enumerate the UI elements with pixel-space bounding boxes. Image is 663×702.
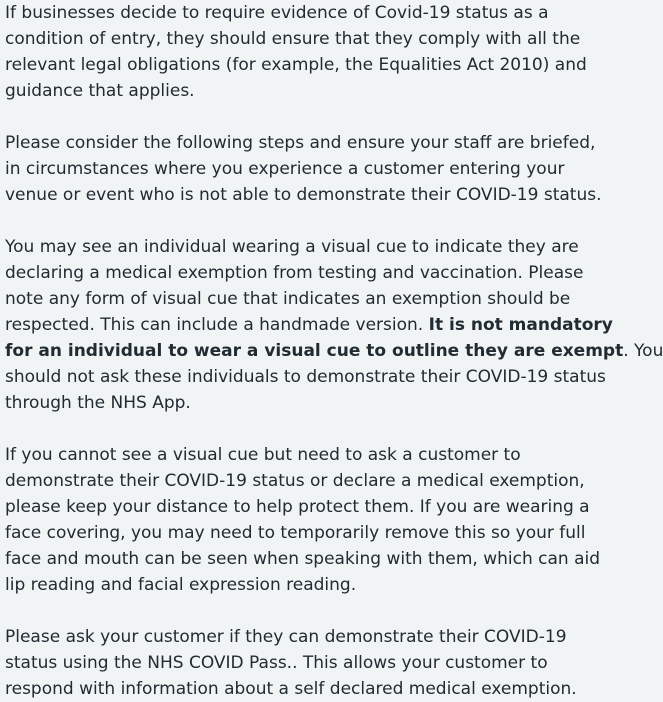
text-line-mixed bbox=[5, 312, 613, 338]
text-line: condition of entry, they should ensure that they comply with all the bbox=[5, 29, 581, 49]
text-line: should not ask these individuals to demonstrate their COVID-19 status bbox=[5, 367, 606, 387]
paragraph-staff-briefing bbox=[5, 130, 602, 208]
text-line: relevant legal obligations (for example, the Equalities Act 2010) and bbox=[5, 55, 587, 75]
text-line: If you cannot see a visual cue but need to ask a customer to bbox=[5, 445, 521, 465]
text-segment: respected. This can include a handmade version. bbox=[5, 315, 429, 335]
paragraph-nhs-covid-pass bbox=[5, 624, 595, 702]
paragraph-no-visual-cue bbox=[5, 442, 601, 598]
text-segment: . You bbox=[623, 341, 663, 361]
text-line: venue or event who is not able to demonstrate their COVID-19 status. bbox=[5, 185, 602, 205]
text-line: guidance that applies. bbox=[5, 81, 195, 101]
text-line: in circumstances where you experience a customer entering your bbox=[5, 159, 565, 179]
paragraph-visual-cue bbox=[5, 234, 663, 416]
text-line: please keep your distance to help protect them. If you are wearing a bbox=[5, 497, 590, 517]
text-line: face covering, you may need to temporarily remove this so your full bbox=[5, 523, 586, 543]
text-line-mixed bbox=[5, 338, 663, 364]
text-line: respond with information about a self declared medical exemption. bbox=[5, 679, 577, 699]
bold-text-not-mandatory: It is not mandatory bbox=[428, 315, 613, 335]
text-line: declaring a medical exemption from testing and vaccination. Please bbox=[5, 263, 584, 283]
text-line: through the NHS App. bbox=[5, 393, 191, 413]
text-line: note any form of visual cue that indicates an exemption should be bbox=[5, 289, 571, 309]
text-line: Please consider the following steps and ensure your staff are briefed, bbox=[5, 133, 596, 153]
text-line: lip reading and facial expression reading. bbox=[5, 575, 357, 595]
text-line: status using the NHS COVID Pass.. This allows your customer to bbox=[5, 653, 548, 673]
text-line: You may see an individual wearing a visual cue to indicate they are bbox=[5, 237, 579, 257]
text-line: Please ask your customer if they can demonstrate their COVID-19 bbox=[5, 627, 567, 647]
text-line: face and mouth can be seen when speaking with them, which can aid bbox=[5, 549, 601, 569]
paragraph-evidence-requirement bbox=[5, 0, 595, 104]
text-line: If businesses decide to require evidence of Covid-19 status as a bbox=[5, 3, 549, 23]
text-line: demonstrate their COVID-19 status or declare a medical exemption, bbox=[5, 471, 585, 491]
bold-text-exempt: for an individual to wear a visual cue to outline they are exempt bbox=[5, 341, 624, 361]
